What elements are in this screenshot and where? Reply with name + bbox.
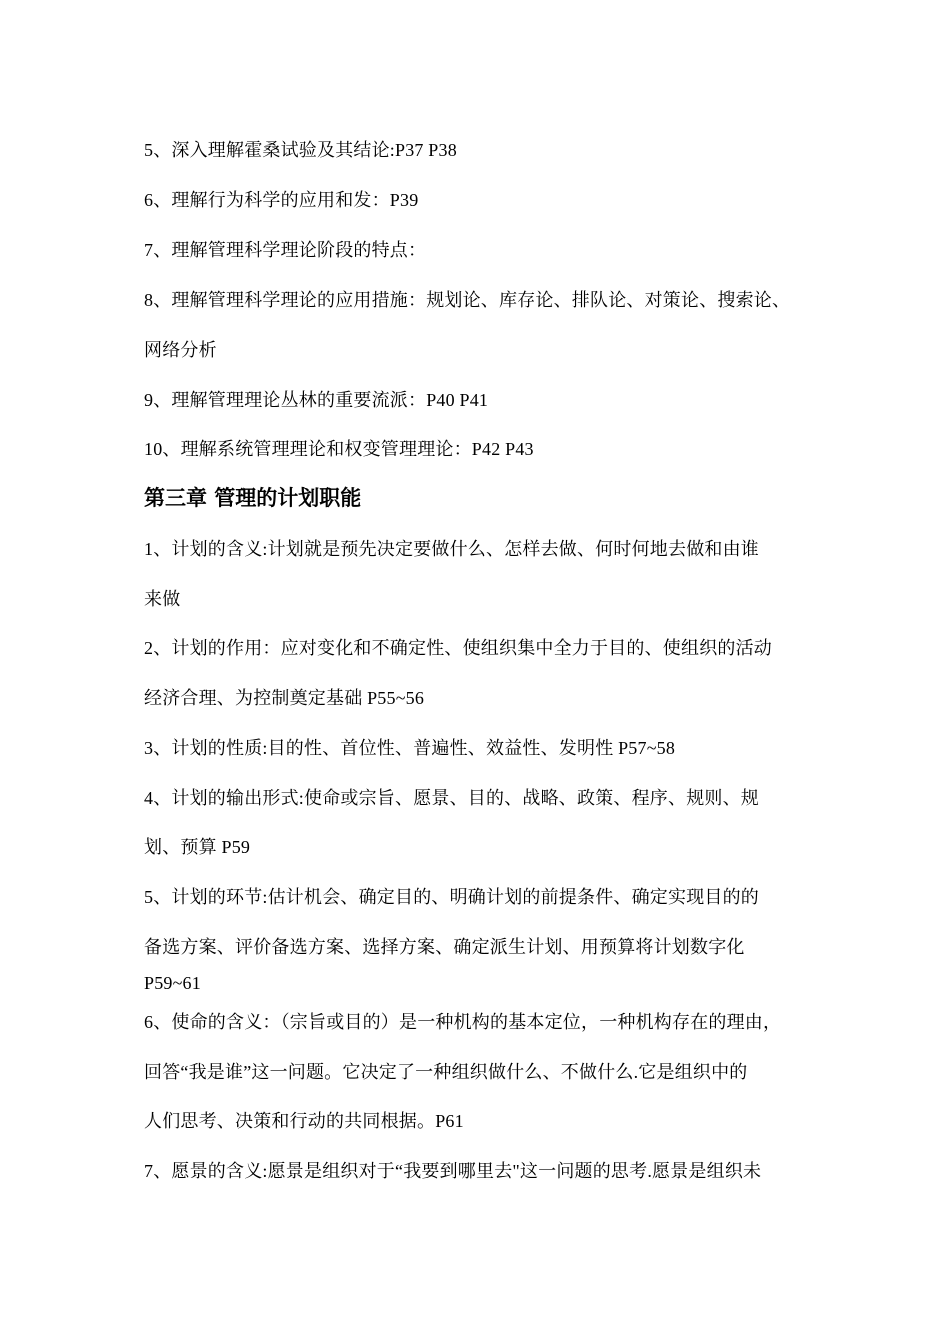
text-line: 8、理解管理科学理论的应用措施：规划论、库存论、排队论、对策论、搜索论、	[144, 290, 791, 310]
text-line: 9、理解管理理论丛林的重要流派：P40 P41	[144, 390, 489, 410]
text-line: 来做	[144, 589, 181, 609]
text-line: 回答“我是谁”这一问题。它决定了一种组织做什么、不做什么.它是组织中的	[144, 1062, 748, 1082]
text-line: P59~61	[144, 973, 201, 993]
text-line: 5、深入理解霍桑试验及其结论:P37 P38	[144, 140, 457, 160]
text-line: 6、理解行为科学的应用和发：P39	[144, 190, 419, 210]
text-line: 5、计划的环节:估计机会、确定目的、明确计划的前提条件、确定实现目的的	[144, 887, 759, 907]
text-line: 人们思考、决策和行动的共同根据。P61	[144, 1111, 464, 1131]
text-line: 10、理解系统管理理论和权变管理理论：P42 P43	[144, 439, 534, 459]
text-line: 3、计划的性质:目的性、首位性、普遍性、效益性、发明性 P57~58	[144, 738, 676, 758]
text-line: 4、计划的输出形式:使命或宗旨、愿景、目的、战略、政策、程序、规则、规	[144, 788, 759, 808]
text-line: 6、使命的含义：（宗旨或目的）是一种机构的基本定位，一种机构存在的理由，	[144, 1012, 782, 1032]
chapter-heading: 第三章 管理的计划职能	[144, 486, 362, 510]
text-line: 经济合理、为控制奠定基础 P55~56	[144, 688, 425, 708]
text-line: 划、预算 P59	[144, 837, 251, 857]
text-line: 7、愿景的含义:愿景是组织对于“我要到哪里去"这一问题的思考.愿景是组织未	[144, 1161, 762, 1181]
text-line: 备选方案、评价备选方案、选择方案、确定派生计划、用预算将计划数字化	[144, 937, 745, 957]
text-line: 1、计划的含义:计划就是预先决定要做什么、怎样去做、何时何地去做和由谁	[144, 539, 759, 559]
text-line: 7、理解管理科学理论阶段的特点：	[144, 240, 427, 260]
text-line: 网络分析	[144, 340, 217, 360]
text-line: 2、计划的作用：应对变化和不确定性、使组织集中全力于目的、使组织的活动	[144, 638, 772, 658]
